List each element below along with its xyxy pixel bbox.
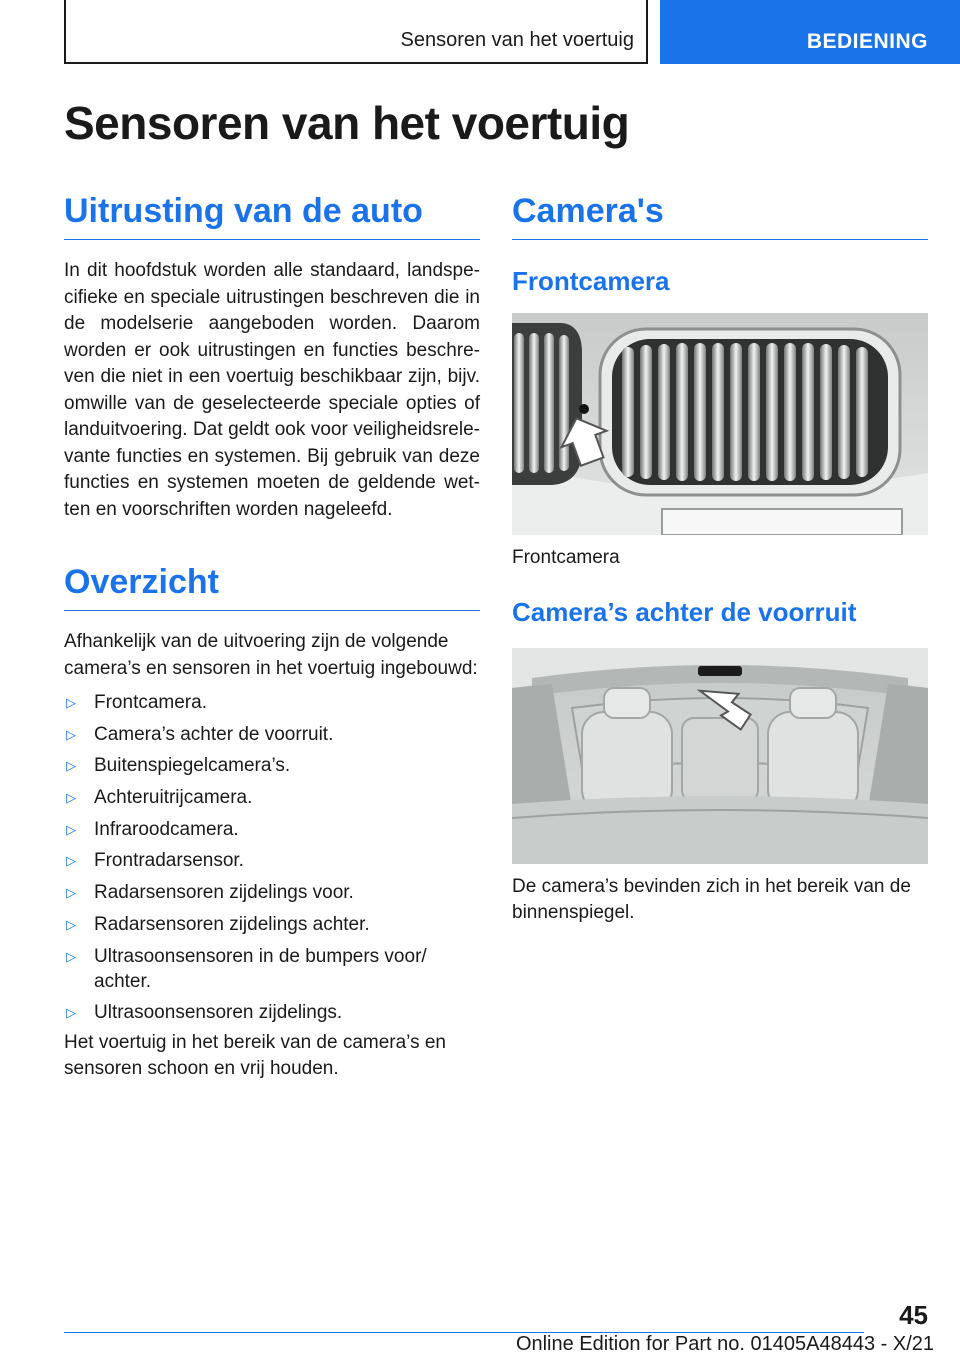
list-item: ▷ Infraroodcamera. — [66, 818, 239, 840]
list-item: ▷ Buitenspiegelcamera’s. — [66, 755, 291, 777]
page-title: Sensoren van het voertuig — [64, 97, 630, 149]
bullet-triangle-icon: ▷ — [66, 758, 76, 774]
bullet-triangle-icon: ▷ — [66, 790, 76, 806]
kidney-grille-illustration — [512, 313, 928, 535]
bullet-triangle-icon: ▷ — [66, 916, 76, 932]
sensor-list — [64, 690, 480, 1025]
chapter-tab — [660, 0, 960, 64]
header-box — [64, 0, 648, 64]
closing-text: Het voertuig in het bereik van de camera’s en sensoren schoon en vrij houden. — [64, 1031, 446, 1080]
bullet-triangle-icon: ▷ — [66, 885, 76, 901]
header-section-title: Sensoren van het voertuig — [400, 29, 634, 51]
overview-intro: Afhankelijk van de uitvoering zijn de volgende camera’s en sensoren in het voertuig ingebouwd: — [64, 631, 478, 679]
bullet-triangle-icon: ▷ — [66, 853, 76, 869]
bullet-triangle-icon: ▷ — [66, 948, 76, 964]
chapter-tab-label: BEDIENING — [806, 30, 928, 53]
equipment-text: In dit hoofdstuk worden alle standaard, landspecifieke en speciale uitrustingen beschreven die in de modelserie aangeboden worden. Daarom worden er ook uitrustingen en functies beschreven die niet in een voertuig beschikbaar zijn, bijv. omwille van de geselecteerde speciale opties of landuitvoering. Dat geldt ook voor veiligheidsrelevante functies en systemen. Bij gebruik van deze functies en systemen moeten de geldende wetten en voorschriften worden nageleefd. — [64, 260, 480, 520]
frontcamera-caption: Frontcamera — [512, 547, 620, 568]
list-item: ▷ Frontradarsensor. — [66, 850, 244, 872]
list-item: ▷ Ultrasoonsensoren in de bumpers voor/ achter. — [66, 945, 427, 992]
windshield-camera-caption: De camera’s bevinden zich in het bereik van de binnenspiegel. — [512, 876, 911, 923]
car-interior-illustration — [512, 648, 928, 864]
cameras-heading: Camera's — [512, 192, 928, 240]
bullet-triangle-icon: ▷ — [66, 1005, 76, 1021]
left-column — [64, 192, 480, 1083]
frontcamera-heading: Frontcamera — [512, 266, 670, 296]
bullet-triangle-icon: ▷ — [66, 695, 76, 710]
frontcamera-illustration — [512, 313, 928, 535]
list-item: ▷ Radarsensoren zijdelings voor. — [66, 882, 354, 904]
equipment-heading: Uitrusting van de auto — [64, 192, 480, 240]
page-number: 45 — [899, 1300, 928, 1330]
windshield-camera-heading: Camera’s achter de voorruit — [512, 597, 857, 627]
edition-note: Online Edition for Part no. 01405A48443 - X/21 — [515, 1333, 934, 1355]
list-item: ▷ Camera’s achter de voorruit. — [66, 723, 334, 745]
bullet-triangle-icon: ▷ — [66, 726, 76, 742]
overview-heading: Overzicht — [64, 563, 480, 611]
list-item: ▷ Frontcamera. — [66, 692, 207, 713]
bullet-triangle-icon: ▷ — [66, 821, 76, 837]
right-column — [512, 192, 928, 926]
list-item: ▷ Ultrasoonsensoren zijdelings. — [66, 1002, 343, 1024]
list-item: ▷ Achteruitrijcamera. — [66, 787, 253, 809]
windshield-camera-illustration — [512, 648, 928, 864]
list-item: ▷ Radarsensoren zijdelings achter. — [66, 913, 370, 935]
